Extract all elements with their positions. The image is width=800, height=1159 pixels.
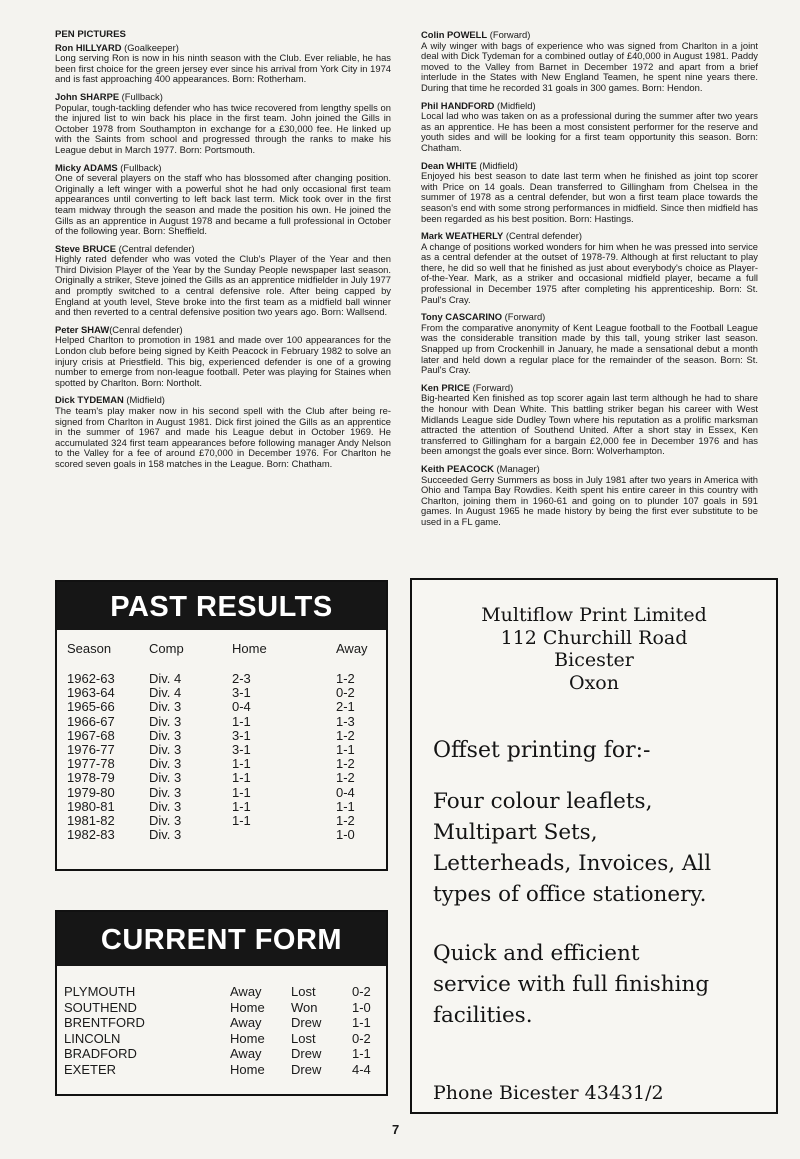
result-comp: Div. 3 [149,812,182,828]
form-result: Drew [291,1015,322,1030]
result-home: 3-1 [232,685,251,701]
result-row [57,786,386,800]
form-team: BRADFORD [64,1046,137,1061]
result-home: 1-1 [232,756,251,772]
player-name: Colin POWELL [421,29,488,40]
result-away: 1-2 [336,770,355,786]
player-bio: The team's play maker now in his second spell with the Club after being re-signed from Charlton in August 1981. Dick first joined the Gills as an apprentice in the summer of 1967 and made his League debut in October 1969. He accumulated 324 first team appearances before following manager Andy Nelson to the Valley for a fee of around £70,000 in December 1976. For Charlton he scored seven goals in 158 matches in the League. Born: Chatham. [55,405,391,469]
result-season: 1963-64 [67,685,115,701]
result-row [57,729,386,743]
player-bio: Enjoyed his best season to date last term when he finished as joint top scorer with Price on 14 goals. Dean transferred to Gillingham from Chelsea in the summer of 1978 as a central defender, but won a first team place towards the season's end with some strong performances in midfield. Since then midfield has been regarded as his best position. Born: Hastings. [421,170,758,224]
player-role: (Midfield) [123,394,165,406]
player-entry [421,383,758,457]
current-form-box [55,910,388,1096]
form-venue: Home [230,1030,265,1046]
player-bio: Local lad who was taken on as a professional during the summer after two years as an apprentice. He has been a most consistent performer for the reserve and youth sides and will be looking for a first team opportunity this season. Born: Chatham. [421,110,758,153]
player-entry [55,325,391,389]
result-home: 3-1 [232,727,251,743]
current-form-title: CURRENT FORM [57,912,386,966]
form-row [57,1015,386,1031]
player-name: Tony CASCARINO [421,311,503,323]
player-bio: One of several players on the staff who has blossomed after changing position. Originally a left winger with a powerful shot he had only occasional first team appearances until converting to left back last term. Mick took over in the first team midway through the season and made the position his own. He joined the Gills as an apprentice in August 1978 and became a full professional in October of the following year. Born: Sheffield. [55,172,391,237]
result-home: 1-1 [232,812,251,828]
result-away: 1-0 [336,827,355,843]
player-bio: A change of positions worked wonders for him when he was pressed into service as a central defender at the outset of 1978-79. Although at first reluctant to play there, he did so well that he finished as just about everybody's choice as Player-of-the-Year. Mark, as a striker and occasional midfield player, became a full professional in December 1975 after completing his apprenticeship. Born: St. Paul's Cray. [421,240,758,305]
form-result: Drew [291,1046,322,1061]
result-season: 1967-68 [67,727,115,743]
player-name: Micky ADAMS [55,161,118,173]
result-row [57,700,386,714]
form-result: Lost [291,1030,316,1046]
player-heading [55,92,391,103]
player-entry [55,43,391,85]
result-home: 0-4 [232,699,251,715]
result-home: 1-1 [232,798,251,814]
form-result: Lost [291,984,316,999]
player-role: (Forward) [469,381,514,393]
pen-pictures-left-column [55,30,391,477]
player-name: Keith PEACOCK [421,462,494,474]
player-role: (Central defender) [503,230,582,242]
player-name: Ron HILLYARD [55,41,122,53]
result-season: 1977-78 [67,756,115,772]
player-name: Ken PRICE [421,381,470,393]
result-home: 1-1 [232,784,251,800]
advert-list-line: Four colour leaflets, [433,789,653,814]
player-entry [421,101,758,154]
advert-service-line: Quick and efficient [433,941,640,966]
player-entry [421,464,758,528]
player-name: Peter SHAW [55,323,110,335]
player-name: Dick TYDEMAN [55,394,124,406]
advert-list-line: Multipart Sets, [433,820,598,845]
result-row [57,771,386,785]
result-row [57,828,386,842]
form-row [57,1000,386,1016]
advert-service-line: facilities. [433,1003,533,1028]
print-advert [410,578,778,1114]
player-bio: A wily winger with bags of experience who was signed from Charlton in a joint deal with Dick Tydeman for a combined outlay of £40,000 in August 1981. Paddy moved to the Valley from Barnet in December 1972 and apart from a brief interlude in the States with New England Teamen, he spent nine years there. During that time he recorded 31 goals in 300 games. Born: Hendon. [421,39,758,93]
result-row [57,672,386,686]
form-team: PLYMOUTH [64,984,136,999]
result-home: 2-3 [232,671,251,686]
header-home: Home [232,641,267,656]
form-row [57,984,386,1000]
advert-address-line: Multiflow Print Limited [481,604,707,626]
form-venue: Home [230,1061,265,1077]
result-away: 0-2 [336,685,355,701]
result-comp: Div. 4 [149,685,182,701]
form-score: 0-2 [352,984,371,999]
form-score: 1-1 [352,1015,371,1030]
player-bio: Long serving Ron is now in his ninth season with the Club. Ever reliable, he has been first choice for the green jersey ever since his arrival from York City in 1974 and is fast approaching 400 appearances. Born: Rotherham. [55,52,391,85]
player-entry [55,163,391,237]
advert-list-line: Letterheads, Invoices, All [433,851,712,876]
player-name: Dean WHITE [421,159,477,171]
result-comp: Div. 3 [149,741,182,757]
advert-service-line: service with full finishing [433,972,710,997]
player-entry [421,312,758,376]
result-comp: Div. 3 [149,699,182,715]
player-role: (Fullback) [119,90,163,102]
player-role: (Midfield) [494,99,536,111]
pen-pictures-title: PEN PICTURES [55,29,126,40]
player-role: (Cenral defender) [109,323,183,335]
result-row [57,757,386,771]
form-team: BRENTFORD [64,1015,145,1030]
player-role: (Manager) [493,462,540,474]
player-heading [421,464,758,475]
form-score: 1-1 [352,1046,371,1061]
form-row [57,1046,386,1062]
form-row [57,1031,386,1047]
advert-list [433,786,763,910]
advert-service [433,938,768,1031]
current-form-rows [57,984,386,1077]
result-away: 1-3 [336,713,355,729]
result-row [57,715,386,729]
result-home: 1-1 [232,713,251,729]
result-season: 1965-66 [67,699,115,715]
header-comp: Comp [149,641,184,656]
player-list-right [421,30,758,528]
form-team: SOUTHEND [64,999,137,1015]
player-entry [421,30,758,94]
player-name: Phil HANDFORD [421,99,495,111]
result-away: 1-2 [336,727,355,743]
form-venue: Away [230,1015,262,1030]
form-team: EXETER [64,1061,117,1077]
advert-address-line: 112 Churchill Road [500,626,688,649]
player-role: (Midfield) [476,159,518,171]
form-venue: Home [230,999,265,1015]
past-results-rows [57,672,386,842]
form-score: 1-0 [352,999,371,1015]
advert-phone: Phone Bicester 43431/2 [433,1082,664,1104]
result-row [57,686,386,700]
player-entry [421,161,758,225]
player-bio: Succeeded Gerry Summers as boss in July 1981 after two years in America with Ohio and Tampa Bay Rowdies. Keith spent his entire career in this country with Charlton, joining them in 1960-61 and going on to plunder 107 goals in 591 games. In August 1965 he made history by being the first ever substitute to be used in a FL game. [421,473,758,527]
result-away: 1-2 [336,812,355,828]
result-season: 1982-83 [67,827,115,843]
form-row [57,1062,386,1078]
player-bio: Big-hearted Ken finished as top scorer again last term although he had to share the honour with Dean White. This battling striker began his career with West Midlands League side Dudley Town where his reputation as a prolific marksman attracted the attention of Southend United. After a short stay in Essex, Ken transferred to Gillingham for a bargain £2,000 fee in December 1976 and has been amongst the goals ever since. Born: Wolverhampton. [421,392,758,457]
advert-address [412,604,776,694]
player-name: John SHARPE [55,90,120,102]
result-comp: Div. 3 [149,756,182,772]
result-comp: Div. 3 [149,784,182,800]
advert-address-line: Oxon [569,671,619,694]
player-entry [421,231,758,305]
page-number: 7 [392,1122,400,1137]
result-season: 1979-80 [67,784,115,800]
player-name: Mark WEATHERLY [421,230,504,242]
result-season: 1962-63 [67,671,115,686]
past-results-title: PAST RESULTS [57,582,386,630]
result-season: 1966-67 [67,713,115,729]
pen-pictures-right-column [421,30,758,535]
result-comp: Div. 3 [149,727,182,743]
header-away: Away [336,641,368,656]
result-away: 0-4 [336,784,355,800]
form-result: Drew [291,1061,322,1077]
past-results-box [55,580,388,871]
player-bio: Popular, tough-tackling defender who has twice recovered from lengthy spells on the injured list to win back his place in the first team. John joined the Gills in October 1978 from Southampton in exchange for a £30,000 fee. He linked up with the Saints from school and progressed through the ranks to make his League debut in March 1977. Born: Portsmouth. [55,101,391,155]
result-comp: Div. 3 [149,770,182,786]
player-entry [55,244,391,318]
result-home: 1-1 [232,770,251,786]
form-score: 0-2 [352,1030,371,1046]
player-entry [55,92,391,156]
result-comp: Div. 3 [149,713,182,729]
player-role: (Forward) [487,29,531,40]
player-role: (Goalkeeper) [121,41,179,53]
result-away: 1-1 [336,741,355,757]
result-row [57,743,386,757]
form-venue: Away [230,1046,262,1061]
player-role: (Fullback) [117,161,162,173]
result-season: 1978-79 [67,770,115,786]
result-comp: Div. 4 [149,671,182,686]
player-role: (Central defender) [115,242,195,254]
form-team: LINCOLN [64,1030,121,1046]
result-row [57,800,386,814]
form-result: Won [291,999,318,1015]
player-name: Steve BRUCE [55,242,116,254]
result-comp: Div. 3 [149,798,182,814]
player-entry [55,395,391,469]
result-row [57,814,386,828]
form-venue: Away [230,984,262,999]
result-season: 1981-82 [67,812,115,828]
past-results-header [57,642,386,656]
player-role: (Forward) [502,311,546,323]
result-comp: Div. 3 [149,827,182,843]
result-away: 1-1 [336,798,355,814]
result-away: 1-2 [336,756,355,772]
advert-list-line: types of office stationery. [433,882,707,907]
player-list-left [55,43,391,470]
header-season: Season [67,641,112,656]
result-away: 1-2 [336,671,355,686]
player-bio: From the comparative anonymity of Kent League football to the Football League was the considerable transition made by this tall, young striker last season. Snapped up from Crockenhill in January, he made a sensational debut a month later and held down a regular place for the remainder of the season. Born: St. Paul's Cray. [421,321,758,376]
advert-heading: Offset printing for:- [433,738,651,763]
form-score: 4-4 [352,1061,371,1077]
player-bio: Helped Charlton to promotion in 1981 and made over 100 appearances for the London club before being signed by Keith Peacock in February 1982 to solve an injury crisis at Priestfield. This big, experienced defender is one of a growing number to emerge from non-league football. Peter was playing for Staines when spotted by Charlton. Born: Northolt. [55,334,391,388]
result-away: 2-1 [336,699,355,715]
advert-address-line: Bicester [554,649,634,671]
result-home: 3-1 [232,741,251,757]
player-heading [421,30,758,41]
result-season: 1976-77 [67,741,115,757]
result-season: 1980-81 [67,798,115,814]
player-bio: Highly rated defender who was voted the Club's Player of the Year and then Third Division Player of the Year by the Sunday People newspaper last season. Originally a striker, Steve joined the Gills as an apprentice midfielder in July 1977 and promptly switched to a central defensive role. After being capped by England at youth level, Steve broke into the first team as a midfield ball winner and then reverted to a central defensive position two years ago. Born: Wallsend. [55,253,391,318]
